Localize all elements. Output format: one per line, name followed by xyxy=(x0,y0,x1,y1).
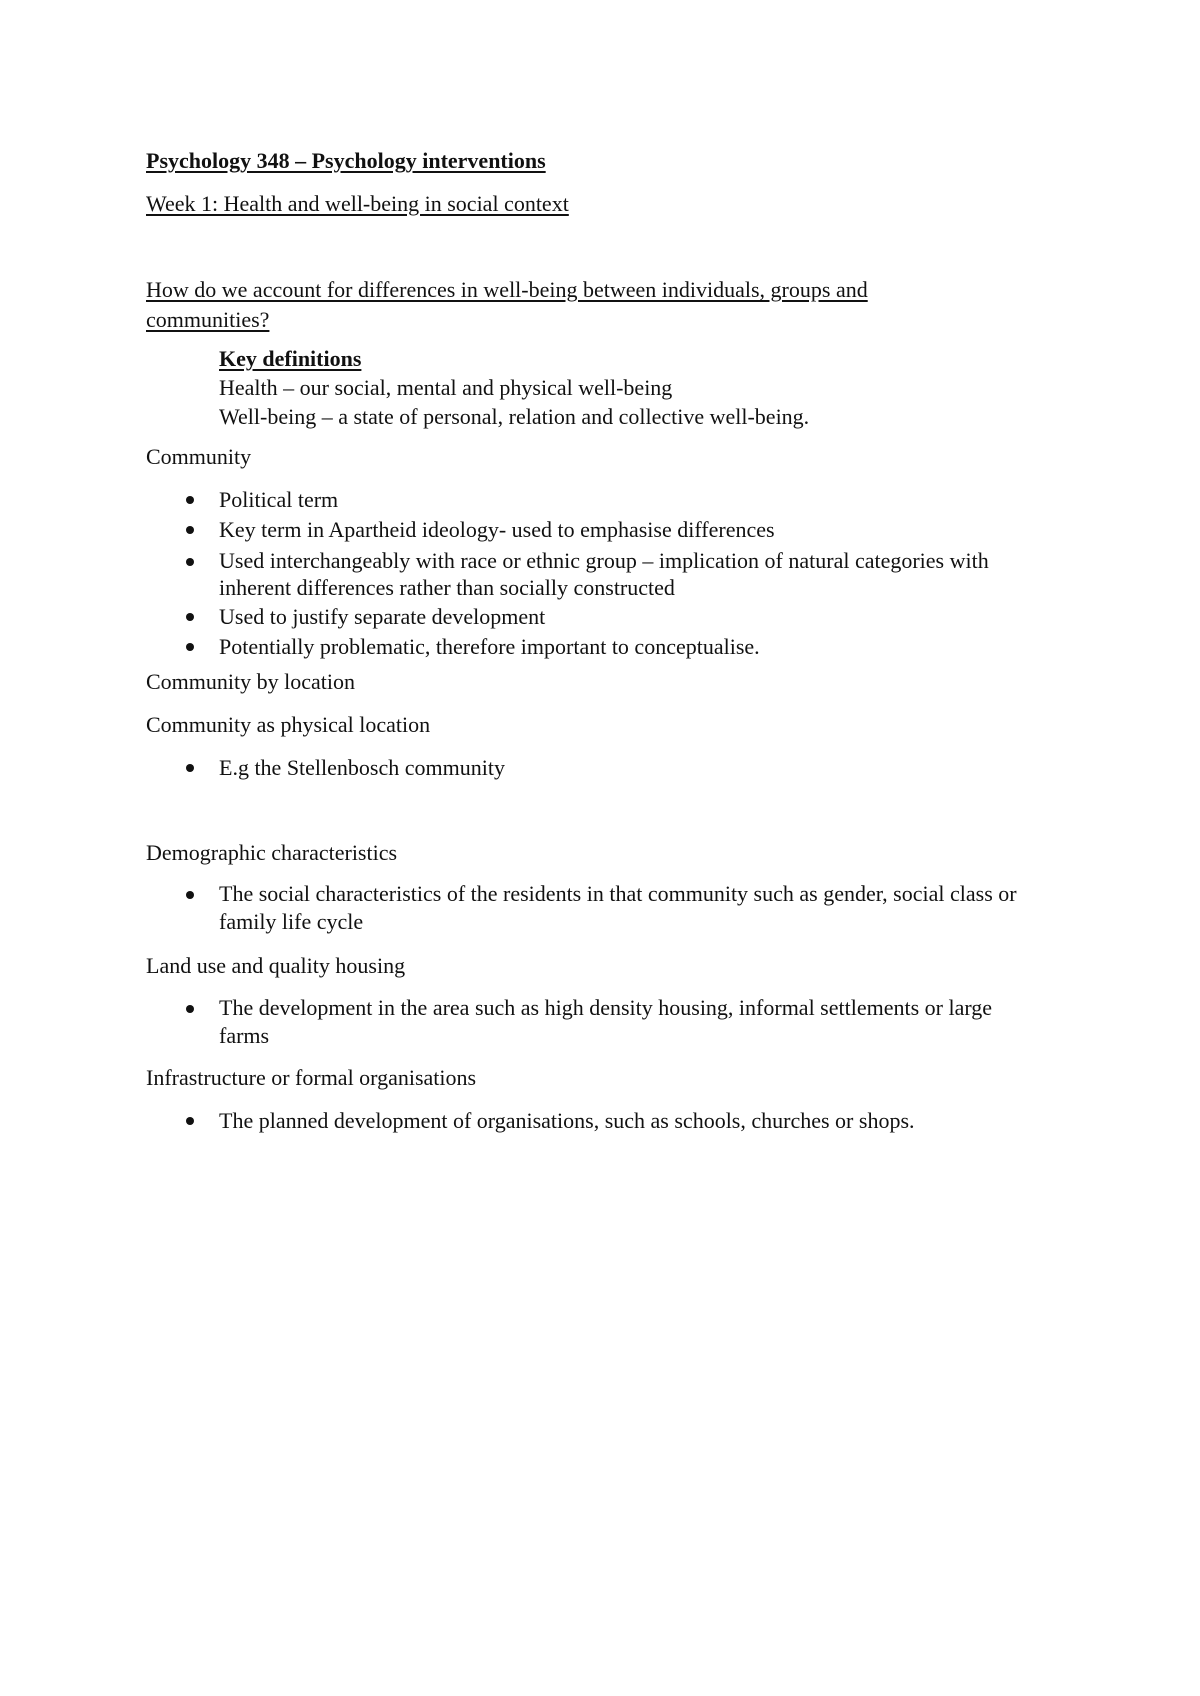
definition-health: Health – our social, mental and physical well-being xyxy=(219,375,673,400)
bullet-icon xyxy=(186,764,194,772)
definition-wellbeing: Well-being – a state of personal, relation and collective well-being. xyxy=(219,404,810,429)
bullet-icon xyxy=(186,558,194,566)
key-definitions-heading: Key definitions xyxy=(219,346,362,371)
list-item: Used interchangeably with race or ethnic group – implication of natural categories with inherent differences rather than socially constructed xyxy=(146,545,1026,602)
list-item: Key term in Apartheid ideology- used to emphasise differences xyxy=(146,515,1026,545)
land-use-bullet-list xyxy=(146,994,1026,1050)
list-item: E.g the Stellenbosch community xyxy=(146,753,1046,783)
list-item: Used to justify separate development xyxy=(146,602,1026,632)
document-title: Psychology 348 – Psychology interventions xyxy=(146,148,546,173)
infrastructure-heading: Infrastructure or formal organisations xyxy=(146,1065,477,1090)
list-item: The planned development of organisations, such as schools, churches or shops. xyxy=(146,1106,1046,1136)
week-heading: Week 1: Health and well-being in social context xyxy=(146,191,569,216)
infrastructure-bullet-list xyxy=(146,1106,1046,1136)
bullet-icon xyxy=(186,643,194,651)
bullet-icon xyxy=(186,891,194,899)
guiding-question: How do we account for differences in well-being between individuals, groups and communities? xyxy=(146,277,868,332)
bullet-icon xyxy=(186,496,194,504)
bullet-icon xyxy=(186,613,194,621)
bullet-icon xyxy=(186,1117,194,1125)
demographic-bullet-list xyxy=(146,880,1026,936)
list-item: Political term xyxy=(146,485,1026,515)
community-by-location-heading: Community by location xyxy=(146,669,355,694)
bullet-icon xyxy=(186,1005,194,1013)
community-physical-heading: Community as physical location xyxy=(146,712,431,737)
list-item: The social characteristics of the residents in that community such as gender, social class or family life cycle xyxy=(146,880,1026,936)
community-bullet-list xyxy=(146,485,1026,662)
community-heading: Community xyxy=(146,444,252,469)
land-use-heading: Land use and quality housing xyxy=(146,953,406,978)
bullet-icon xyxy=(186,526,194,534)
list-item: Potentially problematic, therefore important to conceptualise. xyxy=(146,632,1026,662)
list-item: The development in the area such as high density housing, informal settlements or large farms xyxy=(146,994,1026,1050)
physical-location-bullet-list xyxy=(146,753,1046,783)
demographic-heading: Demographic characteristics xyxy=(146,840,398,865)
